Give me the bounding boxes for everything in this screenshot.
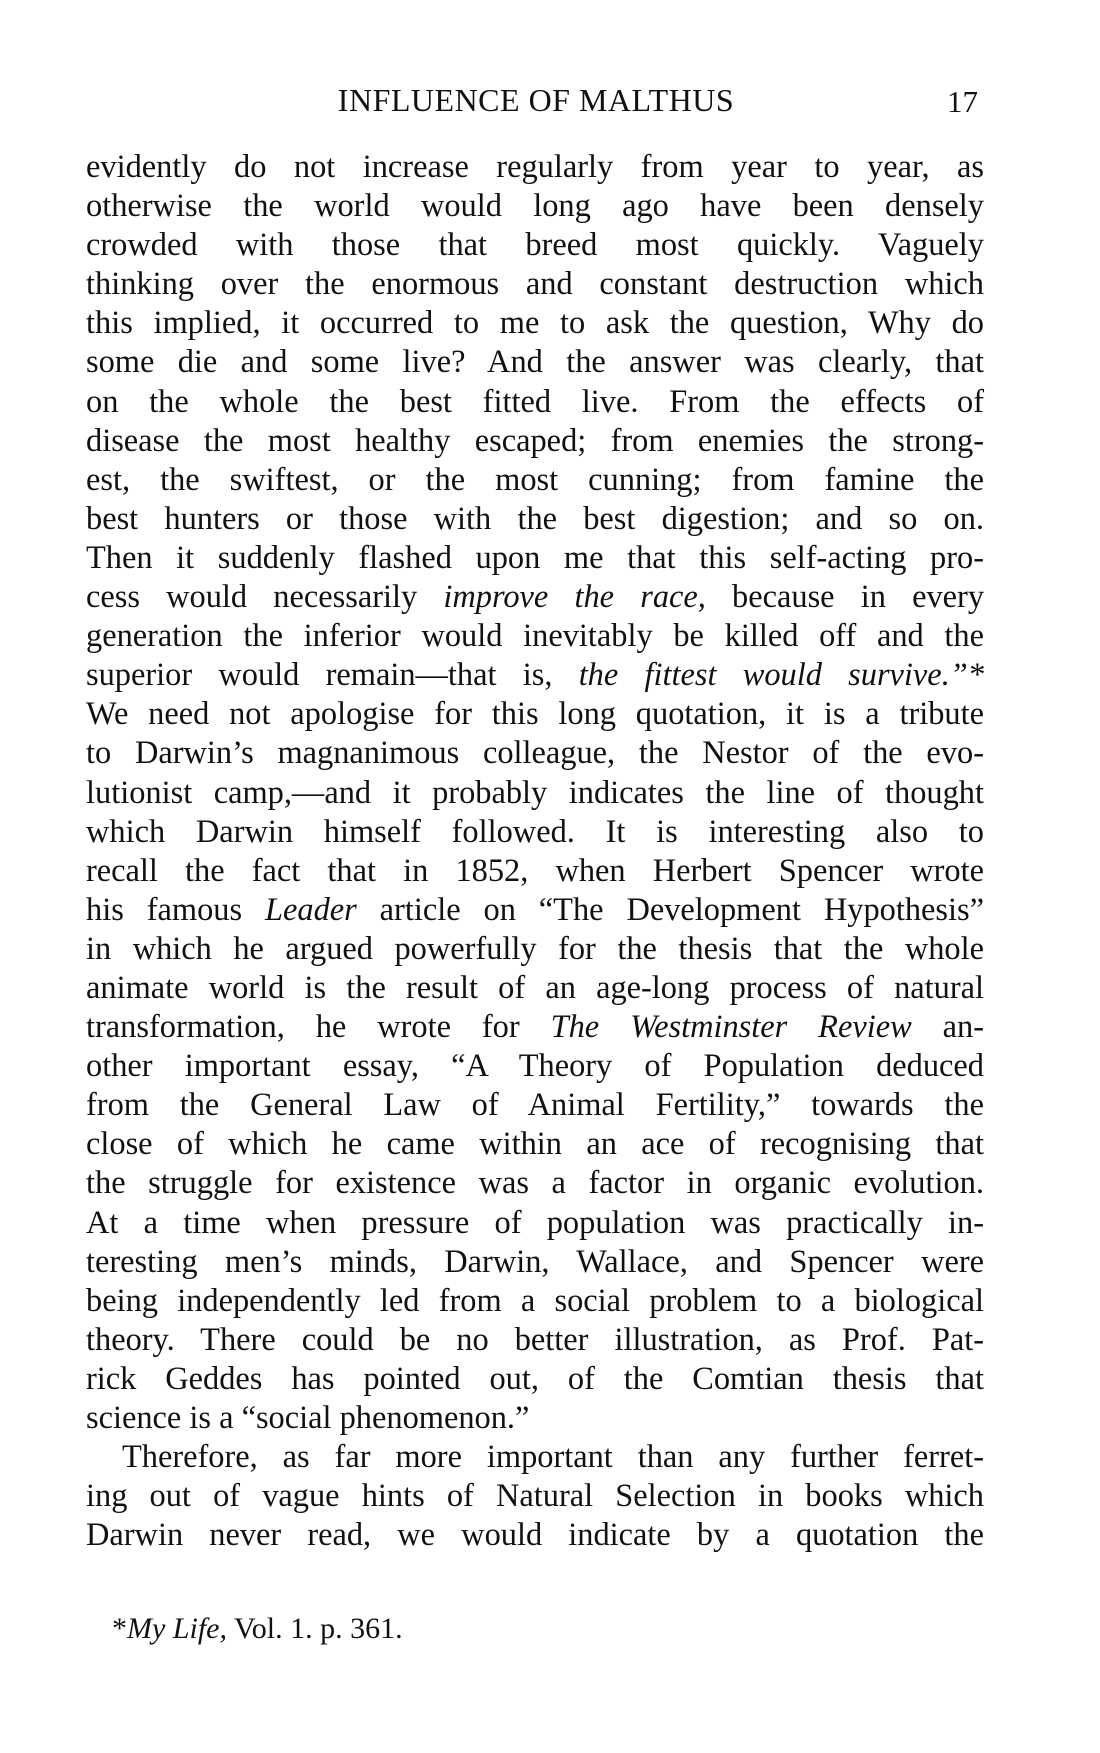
text-run: the struggle for existence was a factor in organic evolution. xyxy=(86,1165,984,1202)
text-run: We need not apologise for this long quotation, it is a tribute xyxy=(86,696,984,733)
text-run: superior would remain—that is, xyxy=(86,657,579,694)
text-line xyxy=(86,813,984,852)
text-run: disease the most healthy escaped; from enemies the strong- xyxy=(86,422,984,459)
text-run: Therefore, as far more important than any further ferret- xyxy=(122,1439,984,1476)
text-run: transformation, he wrote for xyxy=(86,1009,551,1046)
text-line xyxy=(86,1321,984,1360)
text-run: teresting men’s minds, Darwin, Wallace, and Spencer were xyxy=(86,1243,984,1280)
text-line xyxy=(86,656,984,695)
text-line xyxy=(86,304,984,343)
text-run: cess would necessarily xyxy=(86,579,444,616)
text-run: ing out of vague hints of Natural Selection in books which xyxy=(86,1478,984,1515)
text-run: generation the inferior would inevitably be killed off and the xyxy=(86,618,984,655)
footnote-marker: * xyxy=(112,1612,127,1645)
text-line xyxy=(86,422,984,461)
text-run: article on “The Development Hypothesis” xyxy=(356,891,984,928)
text-run: lutionist camp,—and it probably indicates the line of thought xyxy=(86,774,984,811)
text-run: otherwise the world would long ago have been densely xyxy=(86,188,984,225)
text-run: thinking over the enormous and constant destruction which xyxy=(86,266,984,303)
text-run: on the whole the best fitted live. From the effects of xyxy=(86,383,984,420)
text-run: some die and some live? And the answer was clearly, that xyxy=(86,344,984,381)
text-line xyxy=(86,539,984,578)
paragraph-2 xyxy=(86,1438,984,1555)
text-line xyxy=(86,617,984,656)
text-line xyxy=(86,695,984,734)
footnote xyxy=(112,1612,403,1646)
text-run: evidently do not increase regularly from year to year, as xyxy=(86,149,984,185)
text-line xyxy=(86,774,984,813)
text-line xyxy=(86,226,984,265)
text-run: this implied, it occurred to me to ask the question, Why do xyxy=(86,305,984,342)
page-header xyxy=(86,82,986,132)
text-line xyxy=(86,1282,984,1321)
text-line xyxy=(86,265,984,304)
text-line xyxy=(86,734,984,773)
text-line xyxy=(86,1477,984,1516)
text-run: from the General Law of Animal Fertility,” towards the xyxy=(86,1087,984,1124)
text-line xyxy=(86,1516,984,1555)
text-run: best hunters or those with the best digestion; and so on. xyxy=(86,500,984,537)
text-run: being independently led from a social problem to a biological xyxy=(86,1282,984,1319)
text-run: in which he argued powerfully for the thesis that the whole xyxy=(86,930,984,967)
paragraph-1 xyxy=(86,148,984,1438)
text-line xyxy=(86,930,984,969)
text-run: At a time when pressure of population was practically in- xyxy=(86,1204,984,1241)
text-run: Then it suddenly flashed upon me that this self-acting pro- xyxy=(86,539,984,576)
text-run: animate world is the result of an age-long process of natural xyxy=(86,969,984,1006)
text-line xyxy=(86,1125,984,1164)
text-run: recall the fact that in 1852, when Herbert Spencer wrote xyxy=(86,852,984,889)
text-line xyxy=(86,1204,984,1243)
text-line xyxy=(86,1164,984,1203)
text-run: science is a “social phenomenon.” xyxy=(86,1400,530,1436)
text-line xyxy=(86,343,984,382)
text-run: Darwin never read, we would indicate by a quotation the xyxy=(86,1517,984,1554)
text-run: crowded with those that breed most quickly. Vaguely xyxy=(86,227,984,264)
text-line xyxy=(86,1399,984,1438)
text-line xyxy=(86,1438,984,1477)
text-run: theory. There could be no better illustration, as Prof. Pat- xyxy=(86,1321,984,1358)
text-run: an- xyxy=(911,1009,984,1046)
text-run: rick Geddes has pointed out, of the Comtian thesis that xyxy=(86,1360,984,1397)
footnote-citation: Vol. 1. p. 361. xyxy=(226,1612,403,1645)
text-run: which Darwin himself followed. It is interesting also to xyxy=(86,813,984,850)
running-head: INFLUENCE OF MALTHUS xyxy=(337,82,735,118)
text-line xyxy=(86,1008,984,1047)
footnote-title: My Life, xyxy=(127,1612,227,1645)
italic-phrase: The Westminster Review xyxy=(550,1009,912,1046)
text-line xyxy=(86,852,984,891)
text-run: close of which he came within an ace of recognising that xyxy=(86,1126,984,1163)
text-line xyxy=(86,383,984,422)
text-line xyxy=(86,578,984,617)
text-line xyxy=(86,187,984,226)
text-line xyxy=(86,969,984,1008)
body-text xyxy=(86,148,984,1555)
text-run: to Darwin’s magnanimous colleague, the Nestor of the evo- xyxy=(86,735,984,772)
text-run: his famous xyxy=(86,891,265,928)
italic-phrase: Leader xyxy=(264,891,357,928)
text-line xyxy=(86,1360,984,1399)
text-run: other important essay, “A Theory of Population deduced xyxy=(86,1048,984,1085)
italic-phrase: improve the race, xyxy=(443,579,706,616)
text-line xyxy=(86,1243,984,1282)
italic-phrase: the fittest would survive.”* xyxy=(578,657,984,694)
text-line xyxy=(86,1047,984,1086)
text-run: est, the swiftest, or the most cunning; from famine the xyxy=(86,461,984,498)
text-line xyxy=(86,1086,984,1125)
text-line xyxy=(86,891,984,930)
text-line xyxy=(86,461,984,500)
text-line xyxy=(86,148,984,187)
text-line xyxy=(86,500,984,539)
page-number: 17 xyxy=(947,84,978,119)
text-run: because in every xyxy=(705,579,985,616)
